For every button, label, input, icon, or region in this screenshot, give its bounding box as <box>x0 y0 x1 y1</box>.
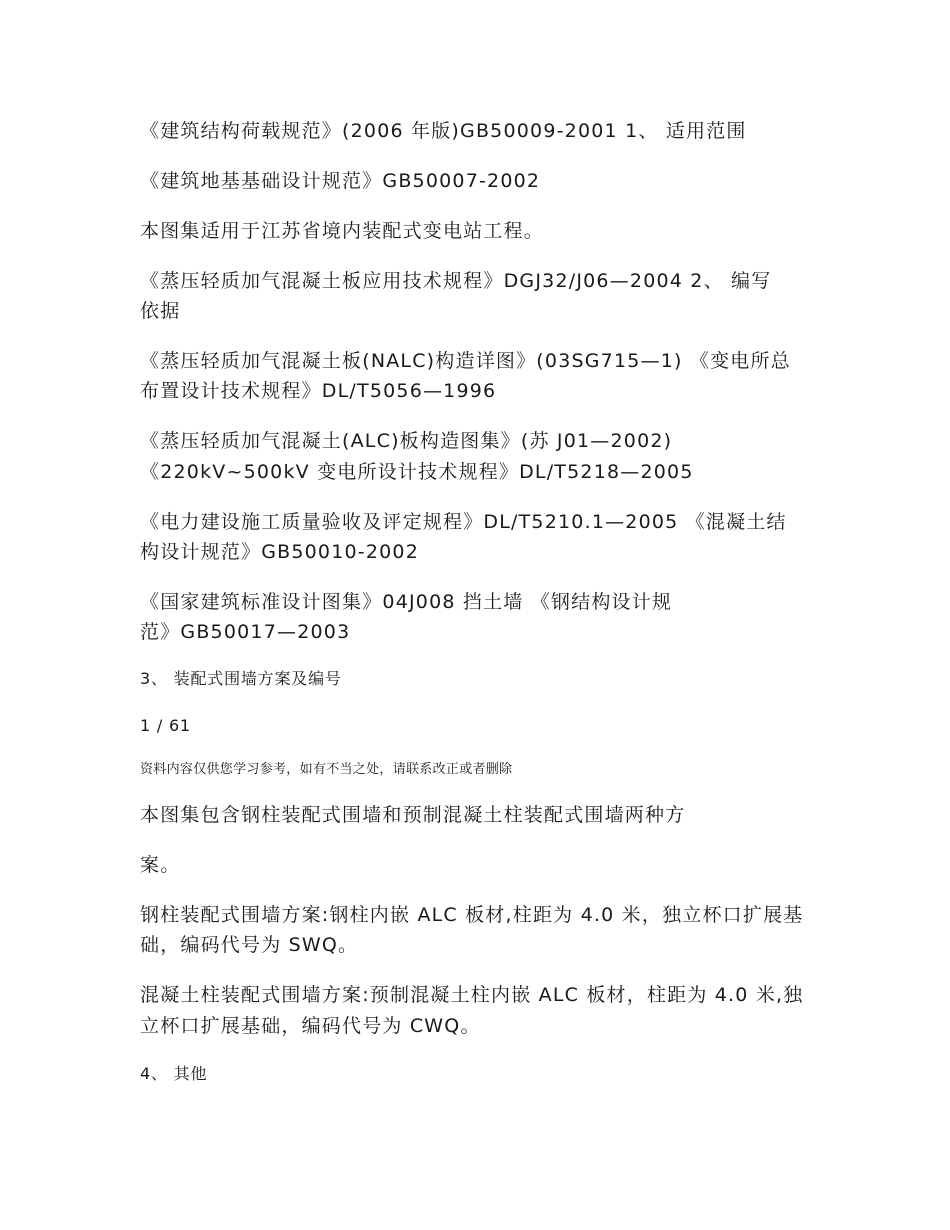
text-line: 钢柱装配式围墙方案:钢柱内嵌 ALC 板材,柱距为 4.0 米，独立杯口扩展基 <box>140 904 804 926</box>
text-line: 立杯口扩展基础，编码代号为 CWQ。 <box>140 1015 481 1037</box>
text-line: 《蒸压轻质加气混凝土板应用技术规程》DGJ32/J06—2004 2、 编写 <box>140 270 772 292</box>
text-line: 《建筑地基基础设计规范》GB50007-2002 <box>140 170 541 192</box>
text-line: 《建筑结构荷载规范》(2006 年版)GB50009-2001 1、 适用范围 <box>140 120 747 142</box>
text-line: 《220kV~500kV 变电所设计技术规程》DL/T5218—2005 <box>140 461 694 483</box>
text-line: 《国家建筑标准设计图集》04J008 挡土墙 《钢结构设计规 <box>140 591 673 613</box>
text-line: 混凝土柱装配式围墙方案:预制混凝土柱内嵌 ALC 板材，柱距为 4.0 米,独 <box>140 984 804 1006</box>
text-line: 本图集包含钢柱装配式围墙和预制混凝土柱装配式围墙两种方 <box>140 804 686 826</box>
text-line: 构设计规范》GB50010-2002 <box>140 541 420 563</box>
text-line: 《蒸压轻质加气混凝土板(NALC)构造详图》(03SG715—1) 《变电所总 <box>140 350 791 372</box>
text-line: 《电力建设施工质量验收及评定规程》DL/T5210.1—2005 《混凝土结 <box>140 511 787 533</box>
page-number: 1 / 61 <box>140 716 191 735</box>
text-line: 布置设计技术规程》DL/T5056—1996 <box>140 380 497 402</box>
text-line: 案。 <box>140 854 181 876</box>
text-line: 依据 <box>140 300 181 322</box>
text-line: 本图集适用于江苏省境内装配式变电站工程。 <box>140 220 545 242</box>
text-line: 《蒸压轻质加气混凝土(ALC)板构造图集》(苏 J01—2002) <box>140 430 673 452</box>
text-line: 础，编码代号为 SWQ。 <box>140 934 359 956</box>
text-line: 范》GB50017—2003 <box>140 621 351 643</box>
section-heading: 3、 装配式围墙方案及编号 <box>140 669 342 688</box>
section-heading: 4、 其他 <box>140 1064 208 1083</box>
disclaimer-text: 资料内容仅供您学习参考，如有不当之处，请联系改正或者删除 <box>140 762 513 777</box>
